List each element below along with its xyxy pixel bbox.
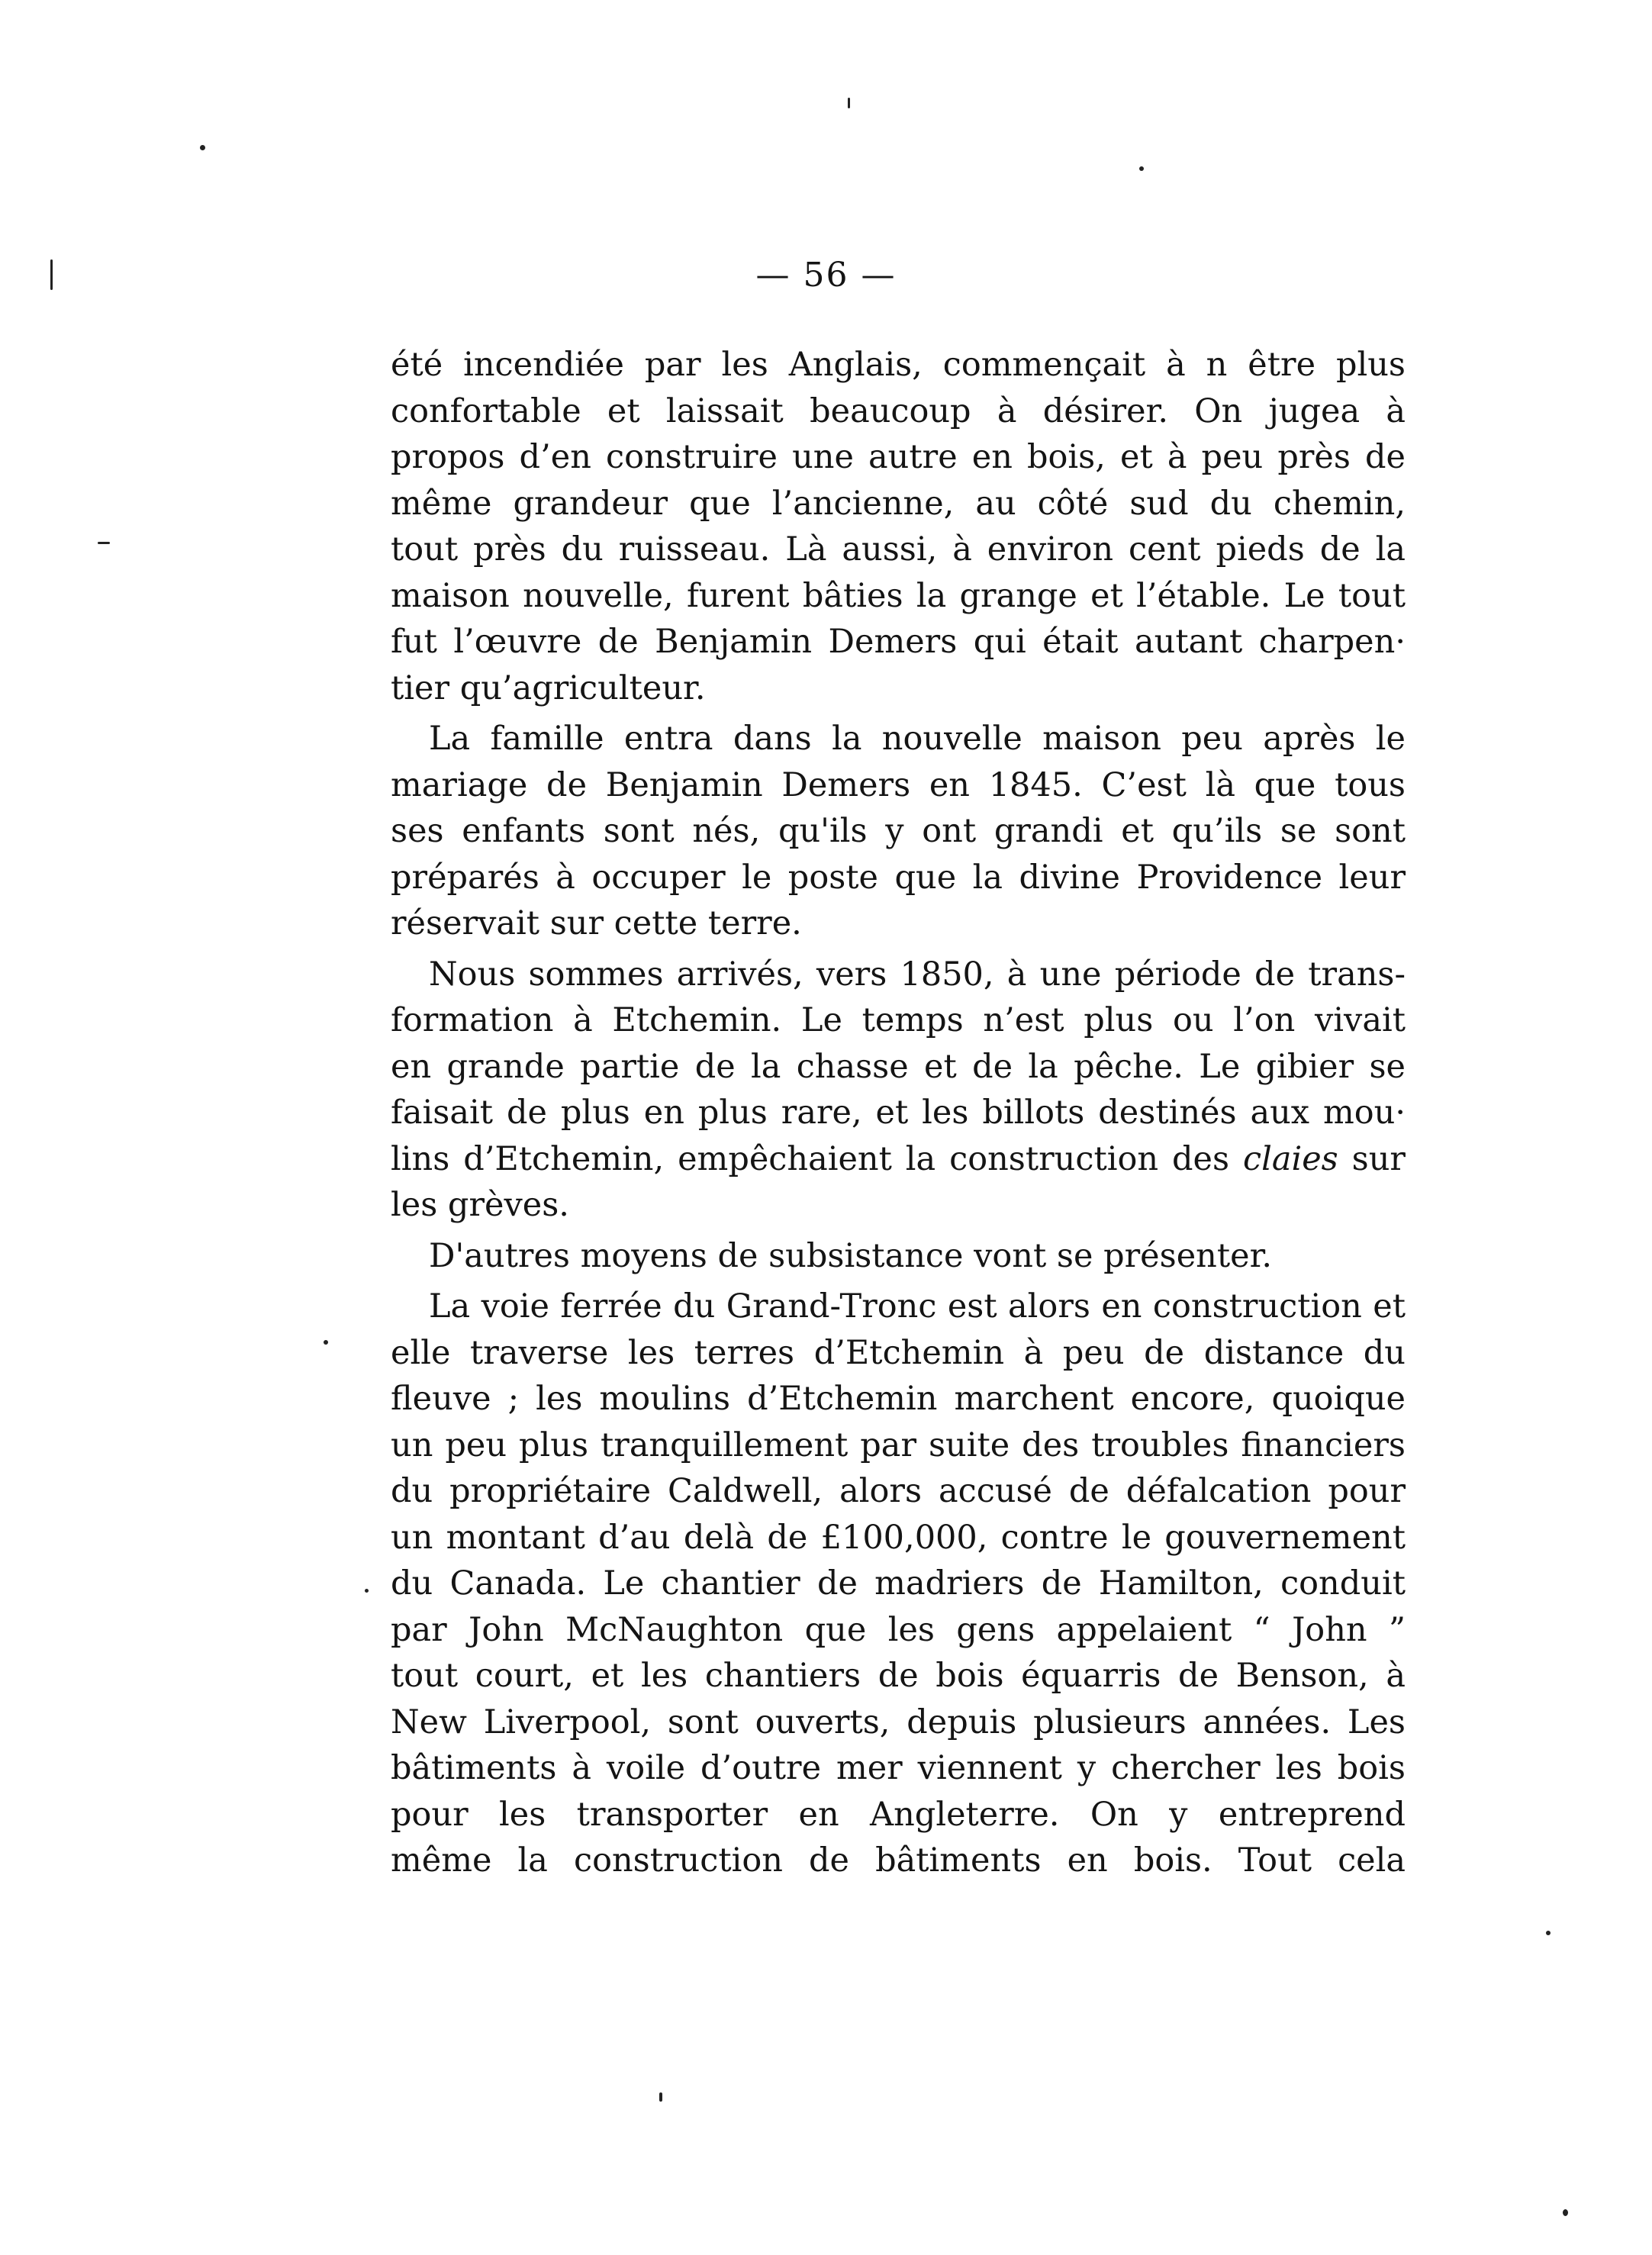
scan-speck [50, 259, 53, 290]
text-line: réservait sur cette terre. [391, 904, 802, 942]
text-line: maison nouvelle, furent bâties la grange et l’étable. Le tout [391, 576, 1406, 615]
scan-speck [1563, 2209, 1568, 2216]
text-line: par John McNaughton que les gens appelaient “ John ” [391, 1610, 1406, 1649]
text-line: fut l’œuvre de Benjamin Demers qui était autant charpen· [391, 623, 1406, 661]
text-line: propos d’en construire une autre en bois, et à peu près de [391, 438, 1406, 476]
text-line: pour les transporter en Angleterre. On y entreprend [391, 1795, 1406, 1834]
text-line: tout près du ruisseau. Là aussi, à environ cent pieds de la [391, 530, 1406, 569]
text-line: ses enfants sont nés, qu'ils y ont grandi et qu’ils se sont [391, 812, 1406, 850]
text-line: en grande partie de la chasse et de la pêche. Le gibier se [391, 1047, 1406, 1086]
text-line: confortable et laissait beaucoup à désirer. On jugea à [391, 391, 1406, 430]
scan-speck [98, 542, 110, 544]
text-line: bâtiments à voile d’outre mer viennent y chercher les bois [391, 1749, 1406, 1787]
text-line: D'autres moyens de subsistance vont se présenter. [429, 1236, 1273, 1275]
scan-speck [848, 98, 850, 108]
text-line: même la construction de bâtiments en bois. Tout cela [391, 1841, 1406, 1880]
paragraph-2 [391, 716, 1406, 947]
text-line: préparés à occuper le poste que la divine Providence leur [391, 858, 1406, 897]
text-line: un montant d’au delà de £100,000, contre le gouvernement [391, 1518, 1406, 1557]
text-line: un peu plus tranquillement par suite des troubles financiers [391, 1425, 1406, 1464]
paragraph-1 [391, 342, 1406, 711]
text-line: tier qu’agriculteur. [391, 668, 706, 707]
paragraph-4 [391, 1233, 1406, 1280]
text-line: La voie ferrée du Grand-Tronc est alors en construction et [429, 1287, 1406, 1326]
text-segment: sur [1351, 1139, 1406, 1178]
text-segment: lins d’Etchemin, empêchaient la construction des [391, 1139, 1230, 1178]
scan-speck [659, 2092, 662, 2102]
text-line: du propriétaire Caldwell, alors accusé de défalcation pour [391, 1472, 1406, 1510]
scan-speck [1546, 1931, 1551, 1935]
paragraph-5 [391, 1284, 1406, 1884]
text-line: été incendiée par les Anglais, commençait à n être plus [391, 346, 1406, 384]
text-line: elle traverse les terres d’Etchemin à peu de distance du [391, 1333, 1406, 1372]
text-line: New Liverpool, sont ouverts, depuis plusieurs années. Les [391, 1703, 1406, 1741]
text-line: les grèves. [391, 1186, 569, 1224]
text-line: La famille entra dans la nouvelle maison peu après le [429, 720, 1406, 758]
text-line: formation à Etchemin. Le temps n’est plus ou l’on vivait [391, 1001, 1406, 1039]
page-number: — 56 — [755, 256, 897, 295]
text-line: Nous sommes arrivés, vers 1850, à une période de trans- [429, 955, 1406, 994]
scan-speck [1139, 166, 1144, 171]
scan-speck [365, 1589, 369, 1593]
text-line: tout court, et les chantiers de bois équarris de Benson, à [391, 1657, 1406, 1695]
page-body [391, 342, 1406, 1884]
text-line: même grandeur que l’ancienne, au côté sud du chemin, [391, 484, 1406, 523]
text-line-with-italic [391, 1136, 1406, 1183]
text-line: mariage de Benjamin Demers en 1845. C’est là que tous [391, 765, 1406, 804]
scan-speck [200, 145, 205, 150]
paragraph-3 [391, 952, 1406, 1229]
text-line: fleuve ; les moulins d’Etchemin marchent encore, quoique [391, 1380, 1406, 1418]
text-line: faisait de plus en plus rare, et les billots destinés aux mou· [391, 1094, 1406, 1132]
text-line: du Canada. Le chantier de madriers de Hamilton, conduit [391, 1564, 1406, 1603]
scan-speck [324, 1340, 328, 1345]
italic-word: claies [1242, 1139, 1338, 1178]
